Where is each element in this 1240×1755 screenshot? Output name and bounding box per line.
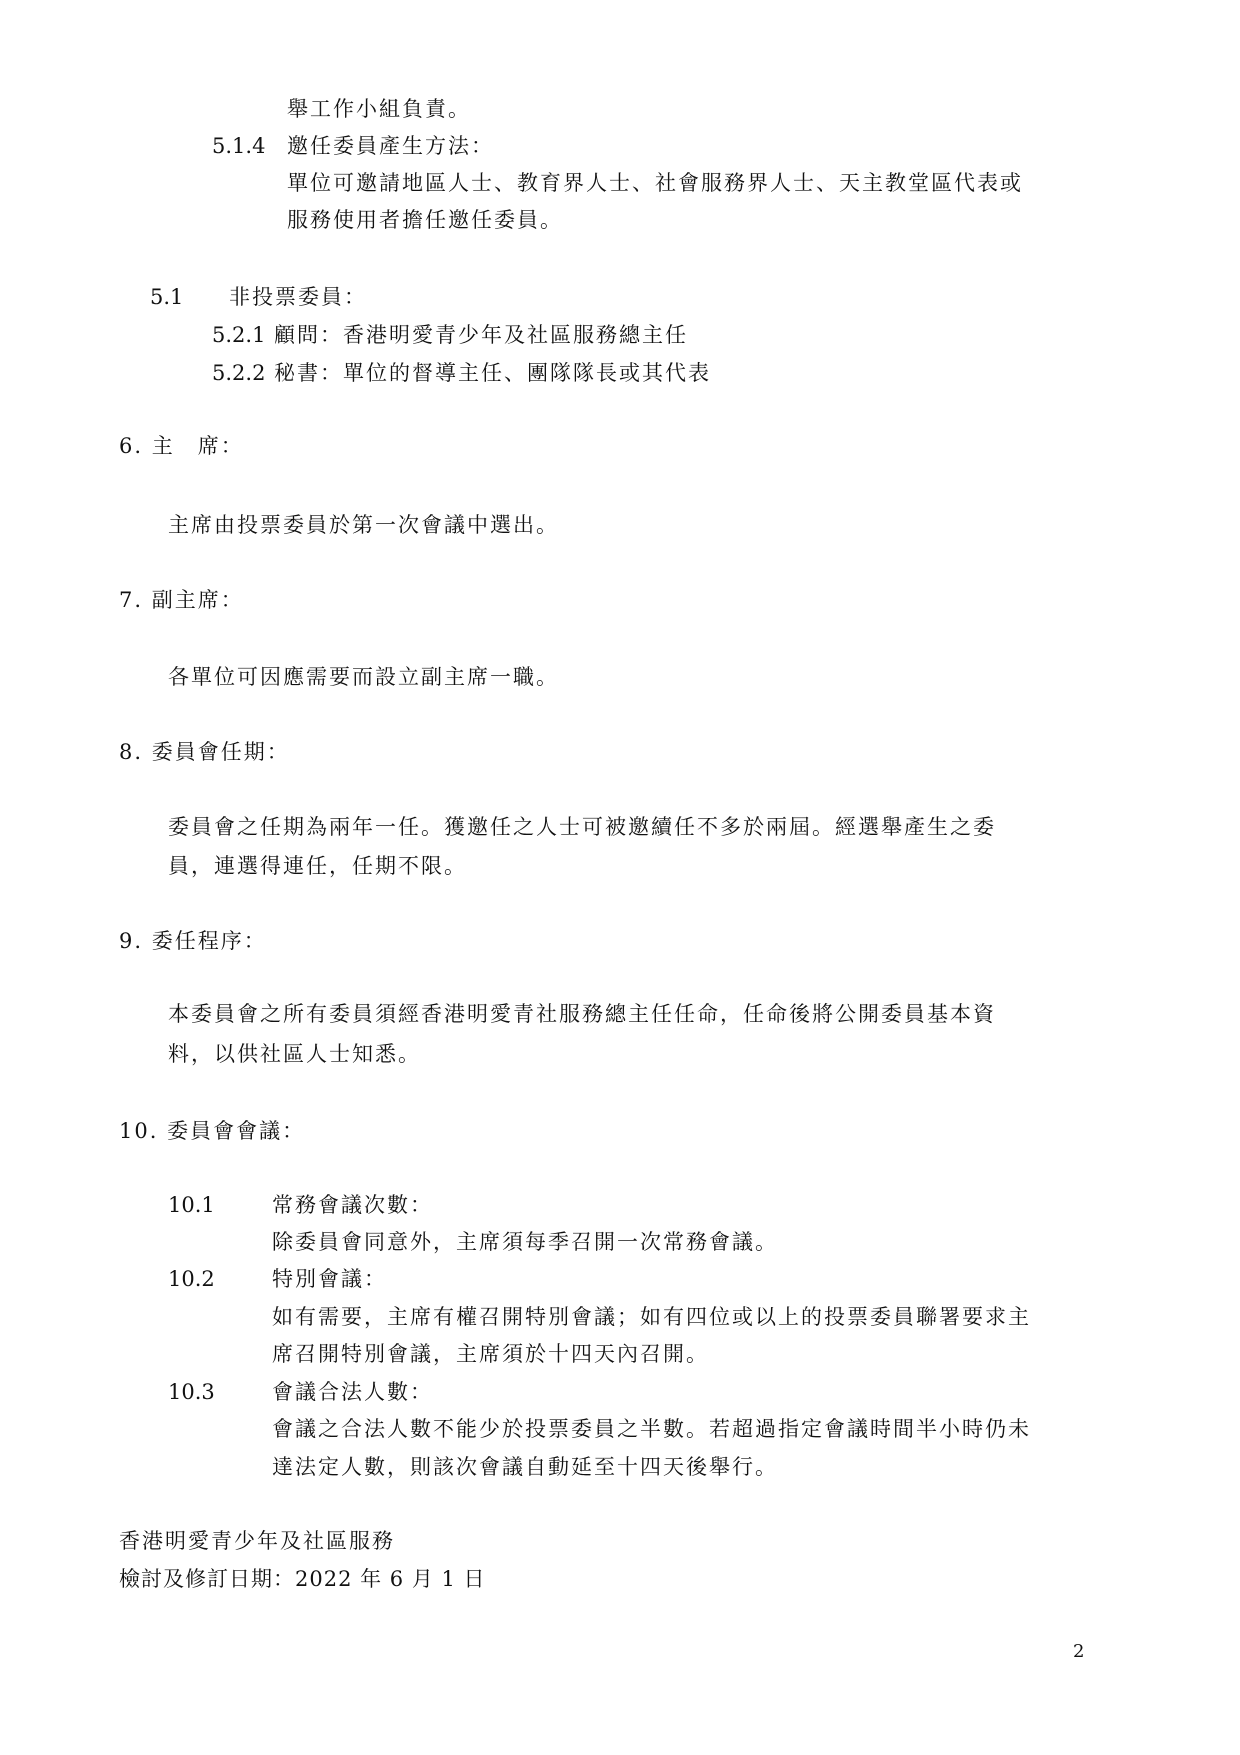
body-term-line1: 委員會之任期為兩年一任。獲邀任之人士可被邀續任不多於兩屆。經選舉產生之委: [168, 815, 996, 839]
item-number-10-2: 10.2: [168, 1267, 215, 1291]
item-text-10-2-line1: 如有需要，主席有權召開特別會議；如有四位或以上的投票委員聯署要求主: [272, 1305, 1031, 1329]
item-title-5-1-4: 邀任委員產生方法：: [287, 134, 494, 158]
body-vice-chairman: 各單位可因應需要而設立副主席一職。: [168, 665, 559, 689]
body-appointment-line1: 本委員會之所有委員須經香港明愛青社服務總主任任命，任命後將公開委員基本資: [168, 1002, 996, 1026]
item-text-5-1-4-line1: 單位可邀請地區人士、教育界人士、社會服務界人士、天主教堂區代表或: [287, 171, 1023, 195]
heading-meetings: 10. 委員會會議：: [119, 1119, 306, 1143]
item-text-10-2-line2: 席召開特別會議，主席須於十四天內召開。: [272, 1342, 709, 1366]
item-text-10-1-line1: 除委員會同意外，主席須每季召開一次常務會議。: [272, 1230, 778, 1254]
section-title-non-voting: 非投票委員：: [229, 285, 367, 309]
item-text-10-3-line1: 會議之合法人數不能少於投票委員之半數。若超過指定會議時間半小時仍未: [272, 1417, 1031, 1441]
footer-revision-date: 檢討及修訂日期：2022 年 6 月 1 日: [119, 1567, 486, 1591]
body-appointment-line2: 料，以供社區人士知悉。: [168, 1042, 421, 1066]
footer-organization: 香港明愛青少年及社區服務: [119, 1529, 395, 1553]
heading-chairman: 6. 主 席：: [119, 434, 244, 458]
item-number-5-1-4: 5.1.4: [212, 134, 266, 158]
item-text-5-2-1: 顧問：香港明愛青少年及社區服務總主任: [274, 323, 688, 347]
item-title-10-1: 常務會議次數：: [272, 1193, 433, 1217]
heading-vice-chairman: 7. 副主席：: [119, 588, 244, 612]
item-number-10-3: 10.3: [168, 1380, 215, 1404]
item-number-10-1: 10.1: [168, 1193, 215, 1217]
item-title-10-3: 會議合法人數：: [272, 1380, 433, 1404]
prev-item-tail: 舉工作小組負責。: [287, 97, 471, 121]
body-term-line2: 員，連選得連任，任期不限。: [168, 854, 467, 878]
item-number-5-2-2: 5.2.2: [212, 361, 266, 385]
item-number-5-2-1: 5.2.1: [212, 323, 266, 347]
item-text-5-1-4-line2: 服務使用者擔任邀任委員。: [287, 208, 563, 232]
heading-appointment: 9. 委任程序：: [119, 929, 267, 953]
page-number: 2: [1073, 1641, 1085, 1662]
heading-term: 8. 委員會任期：: [119, 740, 290, 764]
section-number-5-1: 5.1: [150, 285, 184, 309]
item-text-5-2-2: 秘書：單位的督導主任、團隊隊長或其代表: [274, 361, 711, 385]
item-text-10-3-line2: 達法定人數，則該次會議自動延至十四天後舉行。: [272, 1455, 778, 1479]
body-chairman: 主席由投票委員於第一次會議中選出。: [168, 513, 559, 537]
item-title-10-2: 特別會議：: [272, 1267, 387, 1291]
